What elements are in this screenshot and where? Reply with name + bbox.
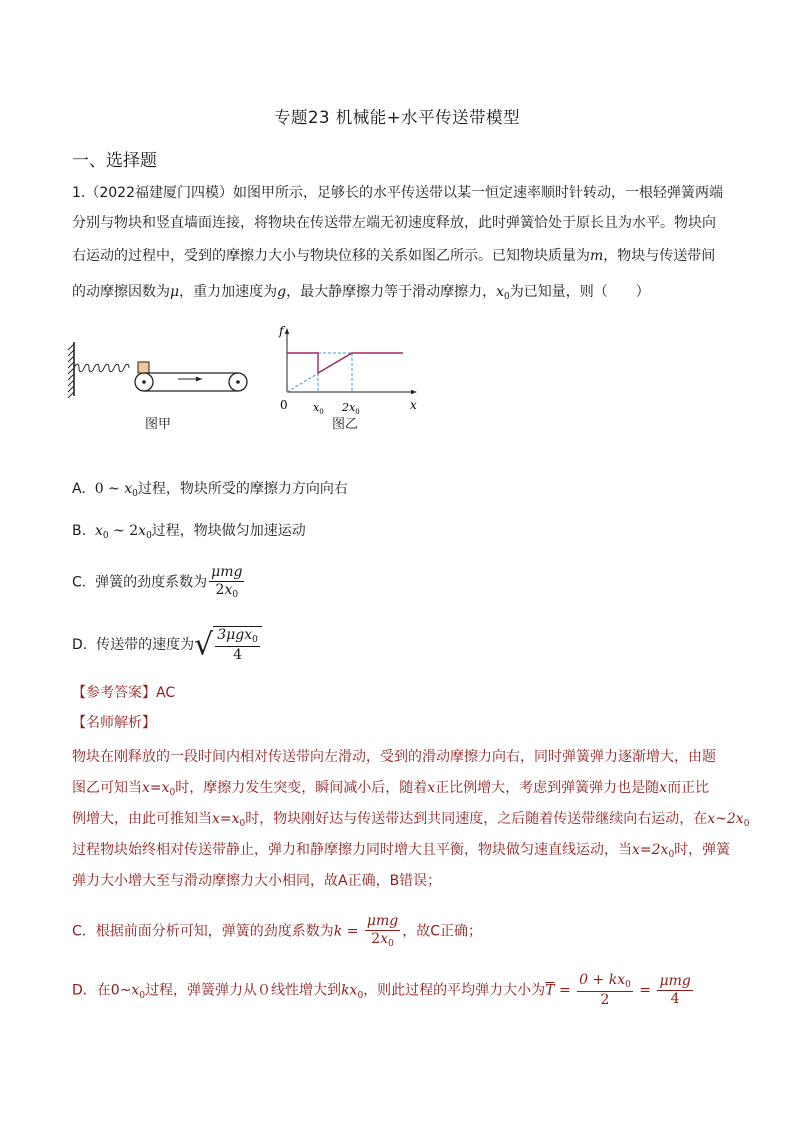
question-number: 1.	[72, 185, 86, 201]
analysis-line-1: 物块在刚释放的一段时间内相对传送带向左滑动，受到的滑动摩擦力向右，同时弹簧弹力逐渐增大，由题	[72, 749, 716, 765]
wall-hatching	[68, 344, 74, 398]
analysis-line-5: 弹力大小增大至与滑动摩擦力大小相同，故A正确，B错误；	[72, 873, 442, 889]
option-d-sqrt: √ $\frac{3\mu gx_0}{4}$	[194, 626, 262, 664]
option-c: C. 弹簧的劲度系数为 $\frac{\text{μmg}}{2x_0}$	[72, 564, 243, 600]
analysis-line-2: 图乙可知当$x=x_0$时，摩擦力发生突变，瞬间减小后，随着x正比例增大，考虑到弹簧弹力也是随x而正比	[72, 780, 710, 798]
option-d: D. 传送带的速度为√ $\frac{3\mu gx_0}{4}$	[72, 626, 262, 664]
option-b-label: B.	[72, 523, 87, 539]
fig-a-caption: 图甲	[145, 417, 172, 432]
analysis-d: D．在$0\sim x_0$过程，弹簧弹力从０线性增大到$kx_0$，则此过程的平均弹力大小为$\overline{T}$ = $\frac{0 + kx_0}{2}$ = $\frac{\text{μmg}}{4}$	[72, 972, 691, 1008]
conveyor-diagram	[66, 336, 256, 398]
analysis-label: 【名师解析】	[72, 715, 156, 731]
friction-plot	[270, 318, 420, 418]
option-c-label: C.	[72, 574, 87, 591]
analysis-line-4: 过程物块始终相对传送带静止，弹力和静摩擦力同时增大且平衡，物块做匀速直线运动，当$x=2x_0$时，弹簧	[72, 842, 731, 860]
question-line-3: 右运动的过程中，受到的摩擦力大小与物块位移的关系如图乙所示。已知物块质量为m，物块与传送带间	[72, 248, 716, 264]
tick-2x0: $2x_0$	[342, 401, 360, 416]
x-axis-label: x	[410, 398, 417, 412]
tick-x0: $x_0$	[313, 401, 324, 416]
fig-b-caption: 图乙	[332, 417, 359, 432]
block	[138, 362, 149, 373]
option-a-label: A.	[72, 481, 86, 497]
y-axis-label: f	[279, 324, 284, 338]
section-heading: 一、选择题	[72, 151, 157, 171]
page-title: 专题23 机械能+水平传送带模型	[273, 108, 521, 127]
option-c-fraction: $\frac{\text{μmg}}{2x_0}$	[211, 564, 243, 600]
question-line-4: 的动摩擦因数为μ，重力加速度为g，最大静摩擦力等于滑动摩擦力，$x_0$为已知量，则（ ）	[72, 284, 650, 302]
option-a: A. 0 ~ $x_0$过程，物块所受的摩擦力方向向右	[72, 481, 348, 499]
analysis-line-3: 例增大，由此可推知当$x=x_0$时，物块刚好达与传送带达到共同速度，之后随着传送带继续向右运动，在$x\sim 2x_0$	[72, 811, 750, 829]
spring	[74, 364, 129, 372]
origin-label: 0	[280, 398, 288, 412]
question-line-1: 1.（2022福建厦门四模）如图甲所示，足够长的水平传送带以某一恒定速率顺时针转动，一根轻弹簧两端	[72, 185, 723, 201]
question-line-2: 分别与物块和竖直墙面连接，将物块在传送带左端无初速度释放，此时弹簧恰处于原长且为水平。物块向	[72, 215, 716, 231]
option-b: B. $x_0$ ~ $2x_0$过程，物块做匀加速运动	[72, 523, 306, 541]
option-d-label: D.	[72, 637, 88, 653]
friction-curve	[287, 353, 403, 373]
reference-answer: 【参考答案】AC	[72, 685, 176, 701]
analysis-c: C．根据前面分析可知，弹簧的劲度系数为k = $\frac{\text{μmg}}{2x_0}$ ，故C正确；	[72, 913, 483, 949]
